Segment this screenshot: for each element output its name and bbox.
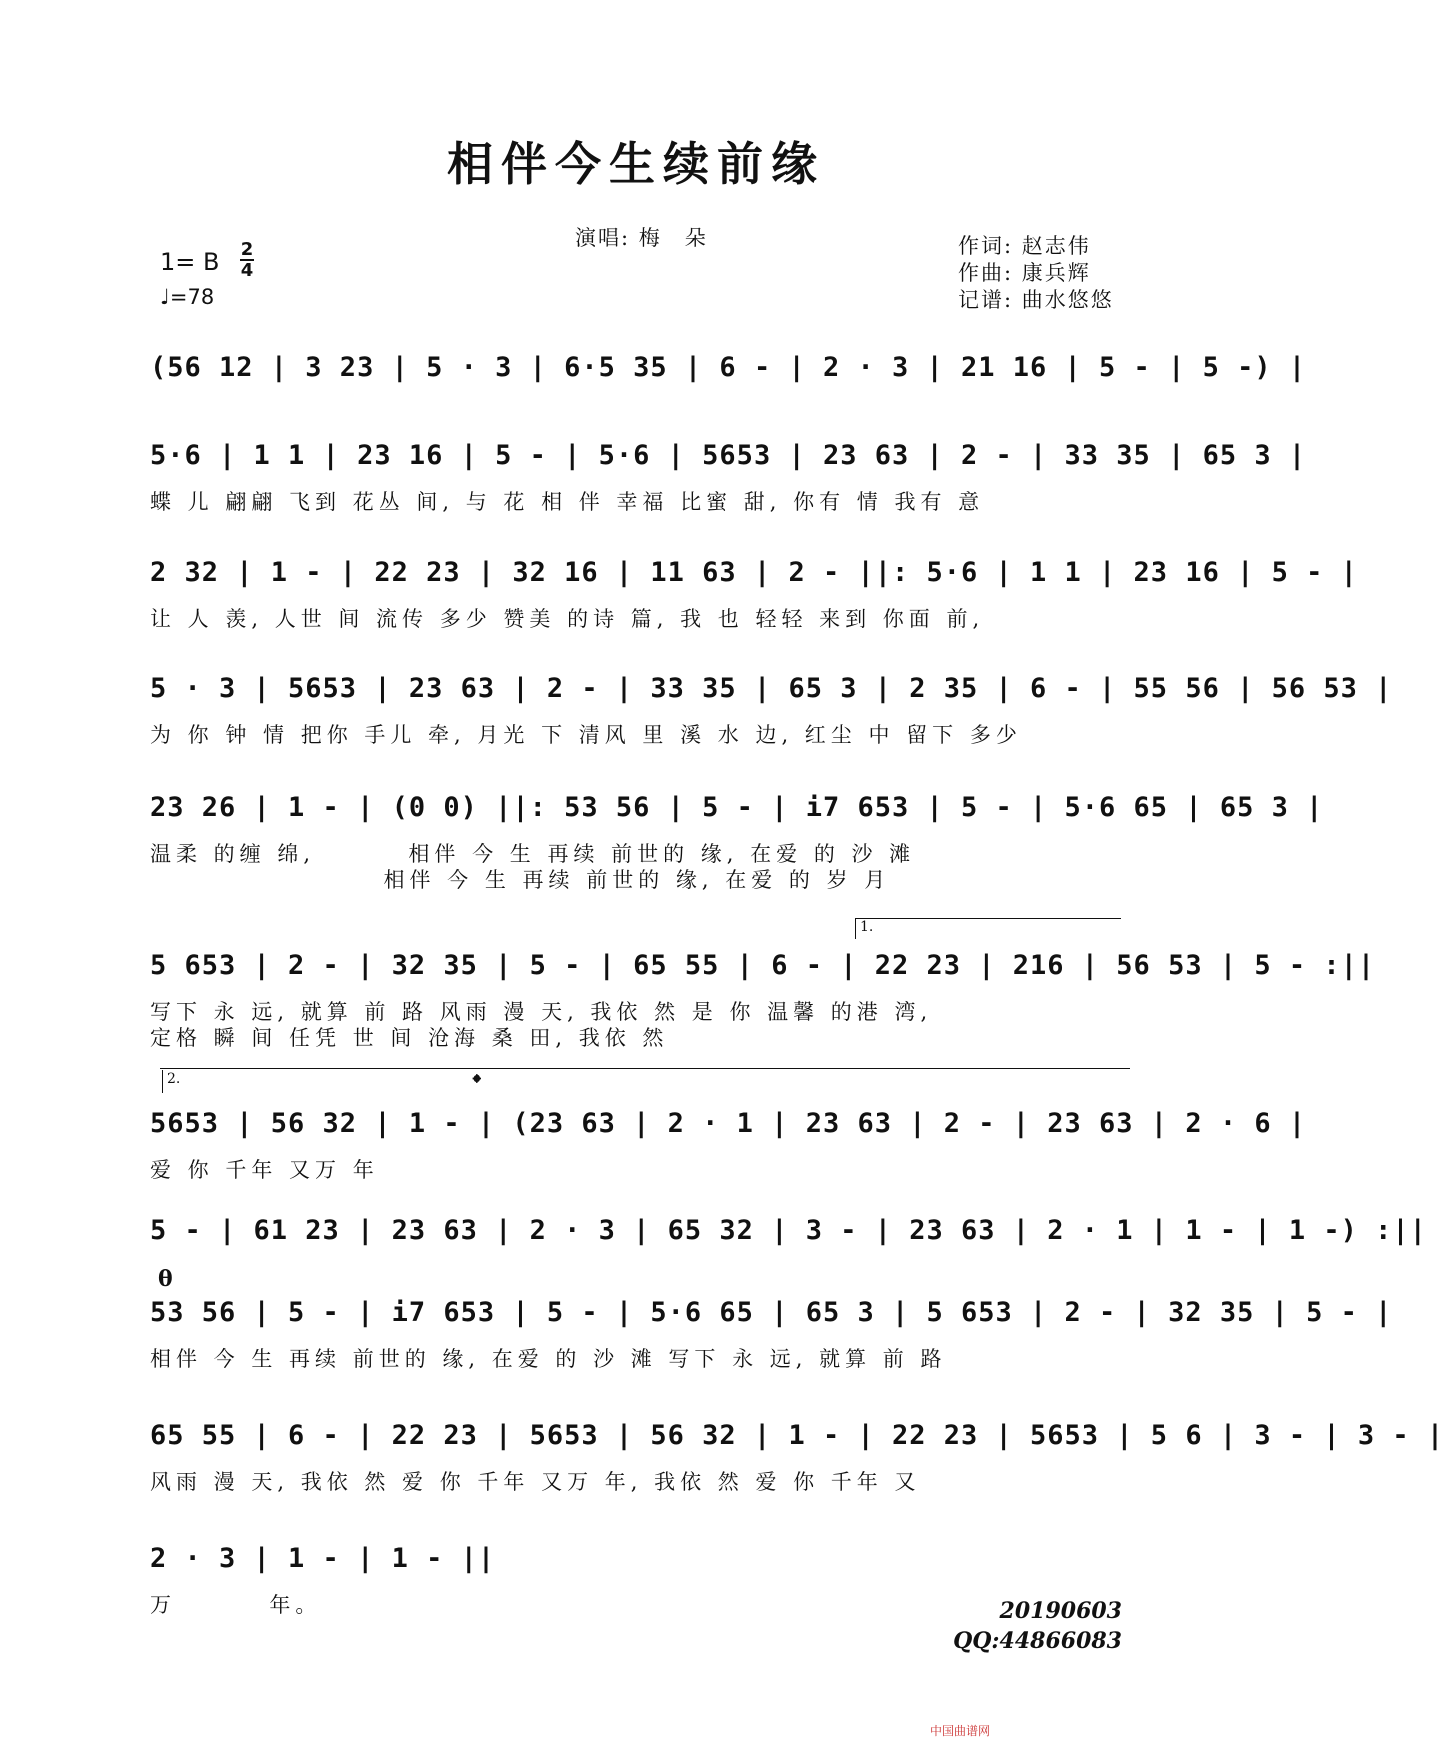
lyric-row: 定格 瞬 间 任凭 世 间 沧海 桑 田, 我依 然 bbox=[150, 1026, 669, 1050]
lyric-row: 写下 永 远, 就算 前 路 风雨 漫 天, 我依 然 是 你 温馨 的港 湾, bbox=[150, 1000, 933, 1024]
tempo-marking: ♩=78 bbox=[160, 285, 215, 309]
time-signature bbox=[240, 240, 254, 280]
lyric-row: 为 你 钟 情 把你 手儿 牵, 月光 下 清风 里 溪 水 边, 红尘 中 留下 多少 bbox=[150, 723, 1022, 747]
first-ending-label: 1. bbox=[860, 919, 874, 935]
time-signature-bottom: 4 bbox=[240, 260, 254, 281]
first-ending-bracket bbox=[855, 918, 1121, 939]
transcriber-credit: 记谱: 曲水悠悠 bbox=[958, 288, 1114, 312]
lyric-row: 爱 你 千年 又万 年 bbox=[150, 1158, 379, 1182]
lyric-row: 蝶 儿 翩翩 飞到 花丛 间, 与 花 相 伴 幸福 比蜜 甜, 你有 情 我有 意 bbox=[150, 490, 985, 514]
coda-symbol: θ bbox=[158, 1266, 173, 1292]
notation-row: 2 32 | 1 - | 22 23 | 32 16 | 11 63 | 2 - ||: 5·6 | 1 1 | 23 16 | 5 - | bbox=[150, 557, 1358, 588]
notation-row: 65 55 | 6 - | 22 23 | 5653 | 56 32 | 1 - | 22 23 | 5653 | 5 6 | 3 - | 3 - | bbox=[150, 1420, 1444, 1451]
section-divider bbox=[160, 1068, 1130, 1069]
credits-block bbox=[958, 233, 1114, 314]
notation-row: 5 653 | 2 - | 32 35 | 5 - | 65 55 | 6 - | 22 23 | 216 | 56 53 | 5 - :|| bbox=[150, 950, 1376, 981]
notation-row: 5 · 3 | 5653 | 23 63 | 2 - | 33 35 | 65 3 | 2 35 | 6 - | 55 56 | 56 53 | bbox=[150, 673, 1393, 704]
lyric-row: 相伴 今 生 再续 前世的 缘, 在爱 的 岁 月 bbox=[150, 868, 891, 892]
notation-row: (56 12 | 3 23 | 5 · 3 | 6·5 35 | 6 - | 2 · 3 | 21 16 | 5 - | 5 -) | bbox=[150, 352, 1307, 383]
singer-credit: 演唱: 梅 朵 bbox=[575, 226, 708, 250]
notation-row: 53 56 | 5 - | i7 653 | 5 - | 5·6 65 | 65 3 | 5 653 | 2 - | 32 35 | 5 - | bbox=[150, 1297, 1393, 1328]
notation-row: 2 · 3 | 1 - | 1 - || bbox=[150, 1543, 496, 1574]
lyric-row: 风雨 漫 天, 我依 然 爱 你 千年 又万 年, 我依 然 爱 你 千年 又 bbox=[150, 1470, 921, 1494]
key-signature: 1= B bbox=[160, 248, 220, 276]
lyric-row: 相伴 今 生 再续 前世的 缘, 在爱 的 沙 滩 写下 永 远, 就算 前 路 bbox=[150, 1347, 947, 1371]
notation-row: 5 - | 61 23 | 23 63 | 2 · 3 | 65 32 | 3 - | 23 63 | 2 · 1 | 1 - | 1 -) :|| bbox=[150, 1215, 1427, 1246]
segno-symbol: 𝄌 bbox=[473, 1070, 481, 1096]
footer-qq: QQ:44866083 bbox=[953, 1628, 1122, 1654]
notation-row: 5653 | 56 32 | 1 - | (23 63 | 2 · 1 | 23 63 | 2 - | 23 63 | 2 · 6 | bbox=[150, 1108, 1307, 1139]
lyric-row: 让 人 羡, 人世 间 流传 多少 赞美 的诗 篇, 我 也 轻轻 来到 你面 前, bbox=[150, 607, 985, 631]
time-signature-top: 2 bbox=[240, 239, 254, 260]
second-ending-label: 2. bbox=[167, 1071, 181, 1087]
lyric-row: 万 年。 bbox=[150, 1593, 322, 1617]
site-watermark: 中国曲谱网 bbox=[930, 1724, 991, 1738]
composer-credit: 作曲: 康兵辉 bbox=[958, 261, 1091, 285]
lyric-row: 温柔 的缠 绵, 相伴 今 生 再续 前世的 缘, 在爱 的 沙 滩 bbox=[150, 842, 916, 866]
footer-date: 20190603 bbox=[999, 1598, 1122, 1624]
notation-row: 5·6 | 1 1 | 23 16 | 5 - | 5·6 | 5653 | 23 63 | 2 - | 33 35 | 65 3 | bbox=[150, 440, 1307, 471]
song-title: 相伴今生续前缘 bbox=[447, 137, 825, 191]
lyricist-credit: 作词: 赵志伟 bbox=[958, 234, 1091, 258]
notation-row: 23 26 | 1 - | (0 0) ||: 53 56 | 5 - | i7 653 | 5 - | 5·6 65 | 65 3 | bbox=[150, 792, 1324, 823]
second-ending-bracket bbox=[162, 1070, 181, 1093]
